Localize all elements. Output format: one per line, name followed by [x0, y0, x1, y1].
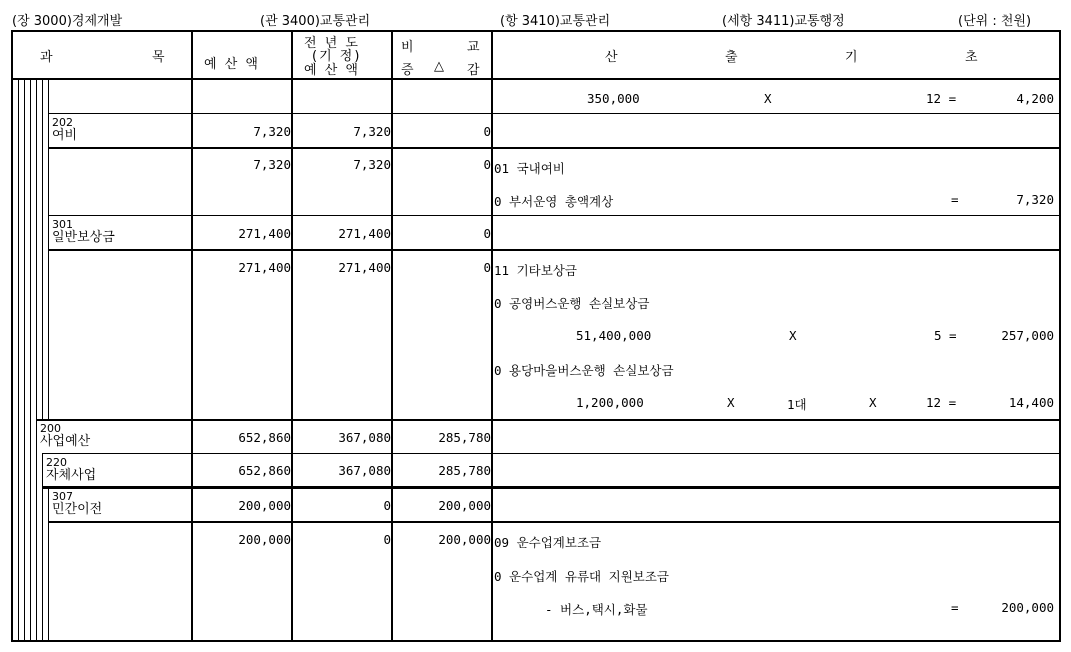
prev-value: 271,400	[338, 226, 391, 241]
col-header-diff-b: 교	[467, 40, 480, 55]
diff-value: 0	[483, 226, 491, 241]
hierarchy-line	[30, 80, 31, 642]
prev-value: 271,400	[338, 260, 391, 275]
col-header-calc-d: 초	[965, 50, 978, 65]
col-header-gwamok-a: 과	[40, 50, 53, 65]
prev-value: 367,080	[338, 463, 391, 478]
calc-line: 09 운수업계보조금	[494, 535, 602, 550]
row-divider	[48, 521, 1061, 523]
header-unit: (단위 : 천원)	[958, 14, 1032, 29]
header-hang: (항 3410)교통관리	[500, 14, 611, 29]
calc-multiplier: 5 =	[934, 328, 957, 343]
hierarchy-line	[18, 80, 19, 642]
row-divider	[48, 147, 1061, 149]
budget-value: 7,320	[253, 157, 291, 172]
prev-value: 7,320	[353, 124, 391, 139]
header-bottom-border	[11, 78, 1061, 80]
column-divider	[191, 30, 193, 642]
col-header-calc-b: 출	[725, 50, 738, 65]
diff-value: 0	[483, 157, 491, 172]
calc-line: 0 공영버스운행 손실보상금	[494, 296, 650, 311]
budget-value: 7,320	[253, 124, 291, 139]
calc-line: 11 기타보상금	[494, 263, 577, 278]
diff-value: 0	[483, 124, 491, 139]
col-header-diff-a: 비	[401, 40, 414, 55]
diff-value: 0	[483, 260, 491, 275]
column-divider	[291, 30, 293, 642]
item-code: 307	[52, 490, 73, 503]
hierarchy-line	[48, 487, 49, 642]
calc-line: 0 용당마을버스운행 손실보상금	[494, 363, 674, 378]
col-header-prev-a: 전 년 도	[304, 36, 360, 51]
col-header-budget: 예 산 액	[204, 57, 260, 72]
prev-value: 7,320	[353, 157, 391, 172]
hierarchy-line	[42, 80, 43, 420]
calc-times: X	[869, 395, 877, 410]
budget-value: 271,400	[238, 226, 291, 241]
item-code: 220	[46, 456, 67, 469]
col-header-gwamok-b: 목	[152, 50, 165, 65]
calc-amount: 350,000	[587, 91, 640, 106]
hierarchy-line	[24, 80, 25, 642]
col-header-diff-e: 감	[467, 63, 480, 78]
col-header-prev-c: 예 산 액	[304, 63, 360, 78]
calc-result: 257,000	[1001, 328, 1054, 343]
hierarchy-line	[36, 80, 37, 642]
row-divider	[36, 419, 1061, 421]
diff-value: 285,780	[438, 430, 491, 445]
budget-value: 271,400	[238, 260, 291, 275]
column-divider	[391, 30, 393, 642]
prev-value: 0	[383, 532, 391, 547]
header-jang: (장 3000)경제개발	[12, 14, 123, 29]
item-code: 301	[52, 218, 73, 231]
calc-line: 0 운수업계 유류대 지원보조금	[494, 569, 670, 584]
row-divider	[42, 453, 1061, 454]
budget-value: 200,000	[238, 532, 291, 547]
table-top-border	[11, 30, 1061, 32]
calc-unit: 1대	[787, 397, 807, 412]
col-header-calc-a: 산	[605, 50, 618, 65]
row-divider	[48, 249, 1061, 251]
calc-equals: =	[951, 600, 959, 615]
item-code: 200	[40, 422, 61, 435]
budget-value: 652,860	[238, 430, 291, 445]
table-left-border	[11, 30, 13, 642]
diff-value: 285,780	[438, 463, 491, 478]
calc-result: 14,400	[1008, 395, 1054, 410]
hierarchy-line	[48, 80, 49, 420]
calc-times: X	[764, 91, 772, 106]
col-header-diff-c: 증	[401, 63, 414, 78]
row-divider	[48, 215, 1061, 216]
calc-result: 4,200	[1016, 91, 1054, 106]
col-header-calc-c: 기	[845, 50, 858, 65]
calc-line: 01 국내여비	[494, 161, 565, 176]
table-bottom-border	[11, 640, 1061, 642]
header-sehang: (세항 3411)교통행정	[722, 14, 845, 29]
diff-value: 200,000	[438, 498, 491, 513]
item-code: 202	[52, 116, 73, 129]
prev-value: 0	[383, 498, 391, 513]
calc-line: 0 부서운영 총액계상	[494, 194, 614, 209]
prev-value: 367,080	[338, 430, 391, 445]
header-gwan: (관 3400)교통관리	[260, 14, 371, 29]
item-name: 자체사업	[46, 468, 97, 483]
calc-result: 200,000	[1001, 600, 1054, 615]
item-name: 민간이전	[52, 502, 103, 517]
calc-equals: =	[951, 192, 959, 207]
col-header-prev-b: (기 정)	[312, 49, 362, 64]
calc-amount: 51,400,000	[576, 328, 652, 343]
calc-times: X	[789, 328, 797, 343]
budget-value: 200,000	[238, 498, 291, 513]
calc-line: - 버스,택시,화물	[545, 602, 648, 617]
diff-value: 200,000	[438, 532, 491, 547]
column-divider	[491, 30, 493, 642]
calc-multiplier: 12 =	[926, 91, 957, 106]
item-name: 일반보상금	[52, 230, 115, 245]
row-divider	[48, 113, 1061, 114]
calc-multiplier: 12 =	[926, 395, 957, 410]
budget-value: 652,860	[238, 463, 291, 478]
item-name: 사업예산	[40, 434, 91, 449]
row-divider	[42, 486, 1061, 489]
hierarchy-line	[42, 453, 43, 642]
col-header-diff-d: △	[434, 59, 444, 74]
calc-amount: 1,200,000	[576, 395, 644, 410]
calc-times: X	[727, 395, 735, 410]
table-right-border	[1059, 30, 1061, 642]
calc-result: 7,320	[1016, 192, 1054, 207]
item-name: 여비	[52, 128, 78, 143]
